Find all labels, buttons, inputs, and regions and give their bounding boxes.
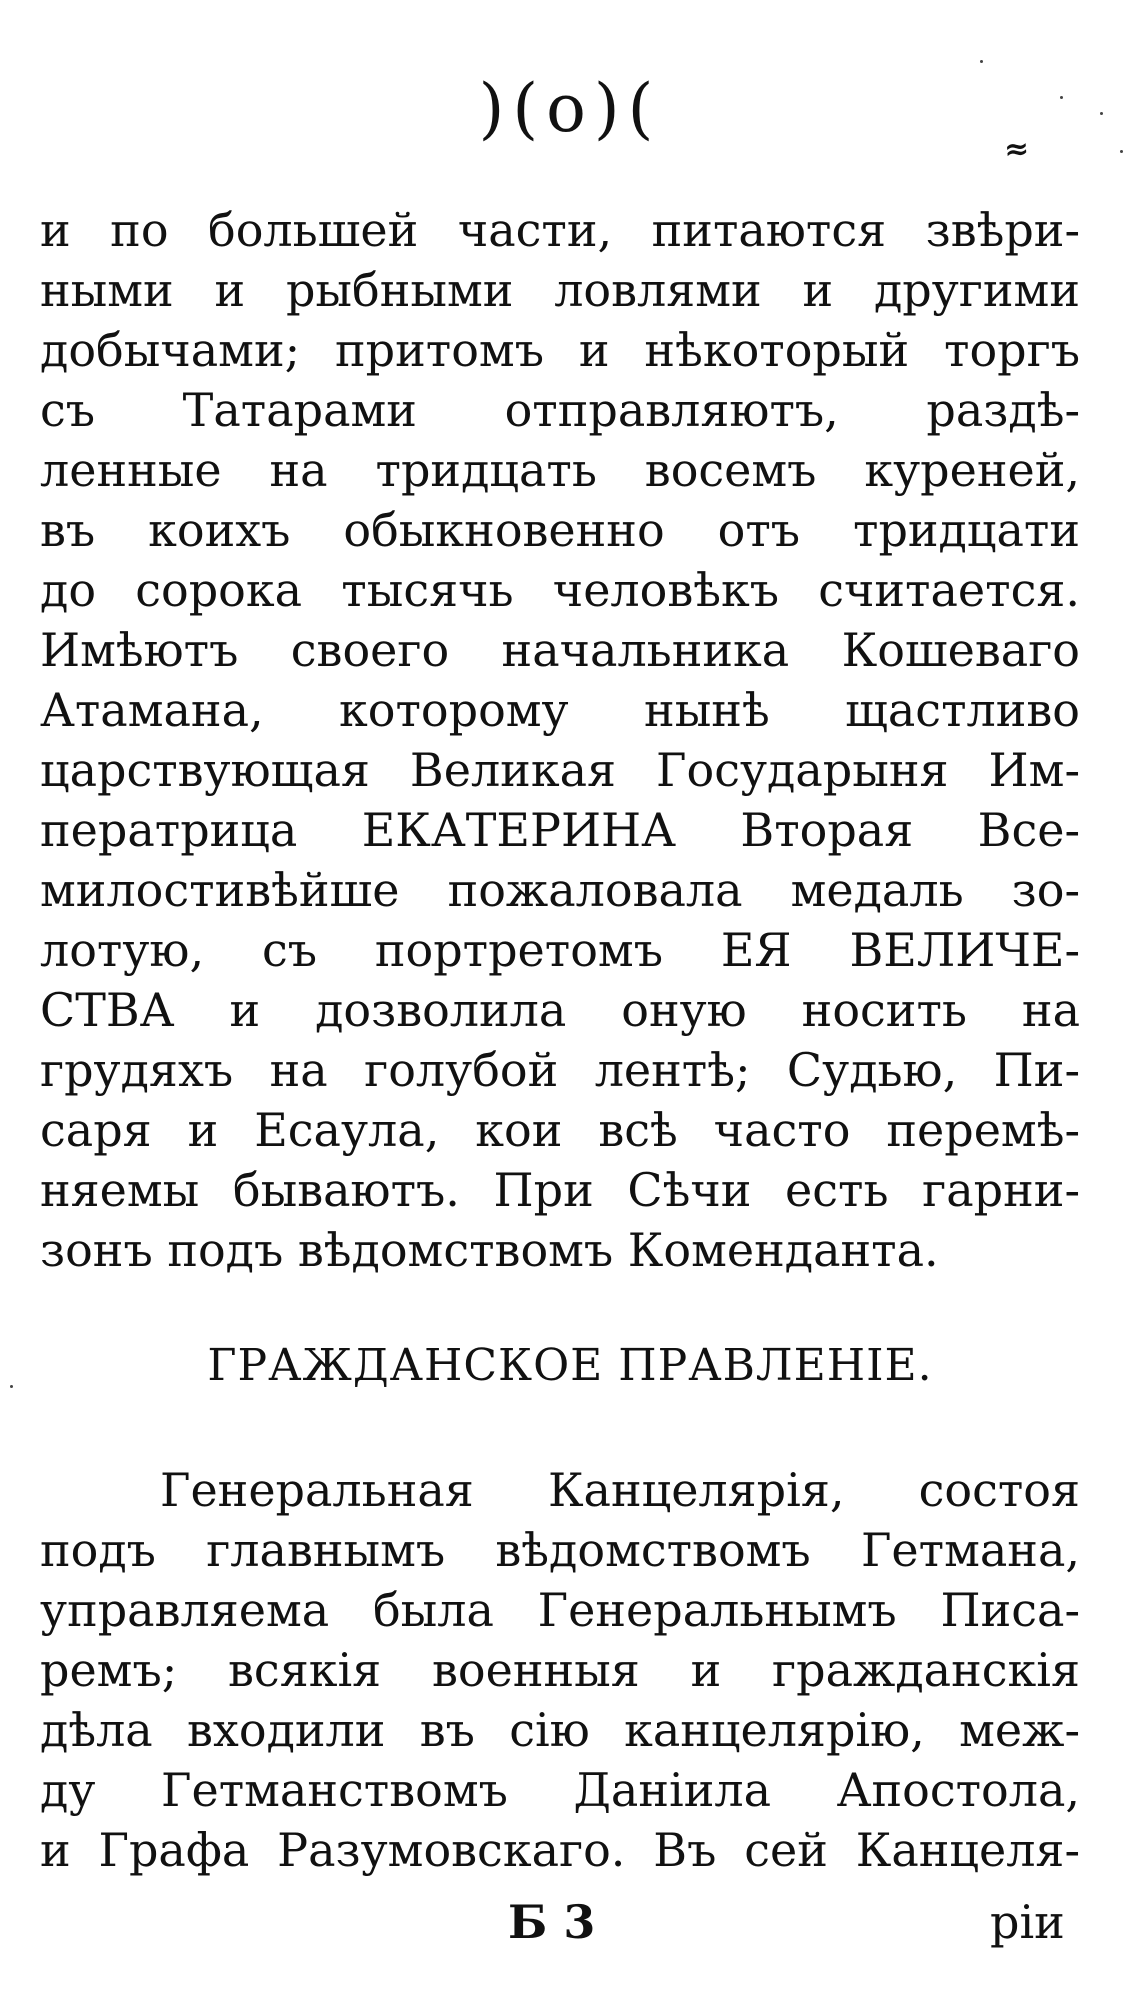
signature-mark: Б 3 bbox=[508, 1895, 596, 1949]
text-line: Атамана, которому нынѣ щастливо bbox=[40, 683, 1080, 737]
text-line: лотую, съ портретомъ ЕЯ ВЕЛИЧЕ- bbox=[40, 923, 1080, 977]
text-line: ду Гетманствомъ Даніила Апостола, bbox=[40, 1763, 1080, 1817]
text-line: и по большей части, питаются звѣри- bbox=[40, 203, 1080, 257]
text-line: подъ главнымъ вѣдомствомъ Гетмана, bbox=[40, 1523, 1080, 1577]
text-line: управляема была Генеральнымъ Писа- bbox=[40, 1583, 1080, 1637]
text-line: и Графа Разумовскаго. Въ сей Канцеля- bbox=[40, 1823, 1080, 1877]
text-line: дѣла входили въ сію канцелярію, меж- bbox=[40, 1703, 1080, 1757]
ink-speck bbox=[980, 60, 983, 63]
text-line: съ Татарами отправляютъ, раздѣ- bbox=[40, 383, 1080, 437]
text-line: ремъ; всякія военныя и гражданскія bbox=[40, 1643, 1080, 1697]
page-header-ornament: )(o)( bbox=[478, 70, 662, 147]
text-line: ленные на тридцать восемъ куреней, bbox=[40, 443, 1080, 497]
text-line: добычами; притомъ и нѣкоторый торгъ bbox=[40, 323, 1080, 377]
text-line: царствующая Великая Государыня Им- bbox=[40, 743, 1080, 797]
section-heading: ГРАЖДАНСКОЕ ПРАВЛЕНІЕ. bbox=[207, 1340, 933, 1391]
text-line: Генеральная Канцелярія, состоя bbox=[160, 1463, 1080, 1517]
text-line: въ коихъ обыкновенно отъ тридцати bbox=[40, 503, 1080, 557]
text-line: до сорока тысячь человѣкъ считается. bbox=[40, 563, 1080, 617]
ink-speck bbox=[1100, 112, 1103, 115]
text-line: милостивѣйше пожаловала медаль зо- bbox=[40, 863, 1080, 917]
text-line: няемы бываютъ. При Сѣчи есть гарни- bbox=[40, 1163, 1080, 1217]
text-line: грудяхъ на голубой лентѣ; Судью, Пи- bbox=[40, 1043, 1080, 1097]
catchword: ріи bbox=[990, 1895, 1065, 1949]
text-line: саря и Есаула, кои всѣ часто перемѣ- bbox=[40, 1103, 1080, 1157]
section-paragraph bbox=[40, 1460, 1080, 1880]
ink-speck bbox=[1060, 96, 1063, 99]
ink-speck bbox=[1120, 150, 1123, 153]
text-line: СТВА и дозволила оную носить на bbox=[40, 983, 1080, 1037]
text-line: ператрица ЕКАТЕРИНА Вторая Все- bbox=[40, 803, 1080, 857]
main-paragraph bbox=[40, 200, 1080, 1280]
text-line: зонъ подъ вѣдомствомъ Коменданта. bbox=[40, 1223, 939, 1277]
text-line: Имѣютъ своего начальника Кошеваго bbox=[40, 623, 1080, 677]
text-line: ными и рыбными ловлями и другими bbox=[40, 263, 1080, 317]
corner-mark: ≈ bbox=[1002, 131, 1031, 168]
